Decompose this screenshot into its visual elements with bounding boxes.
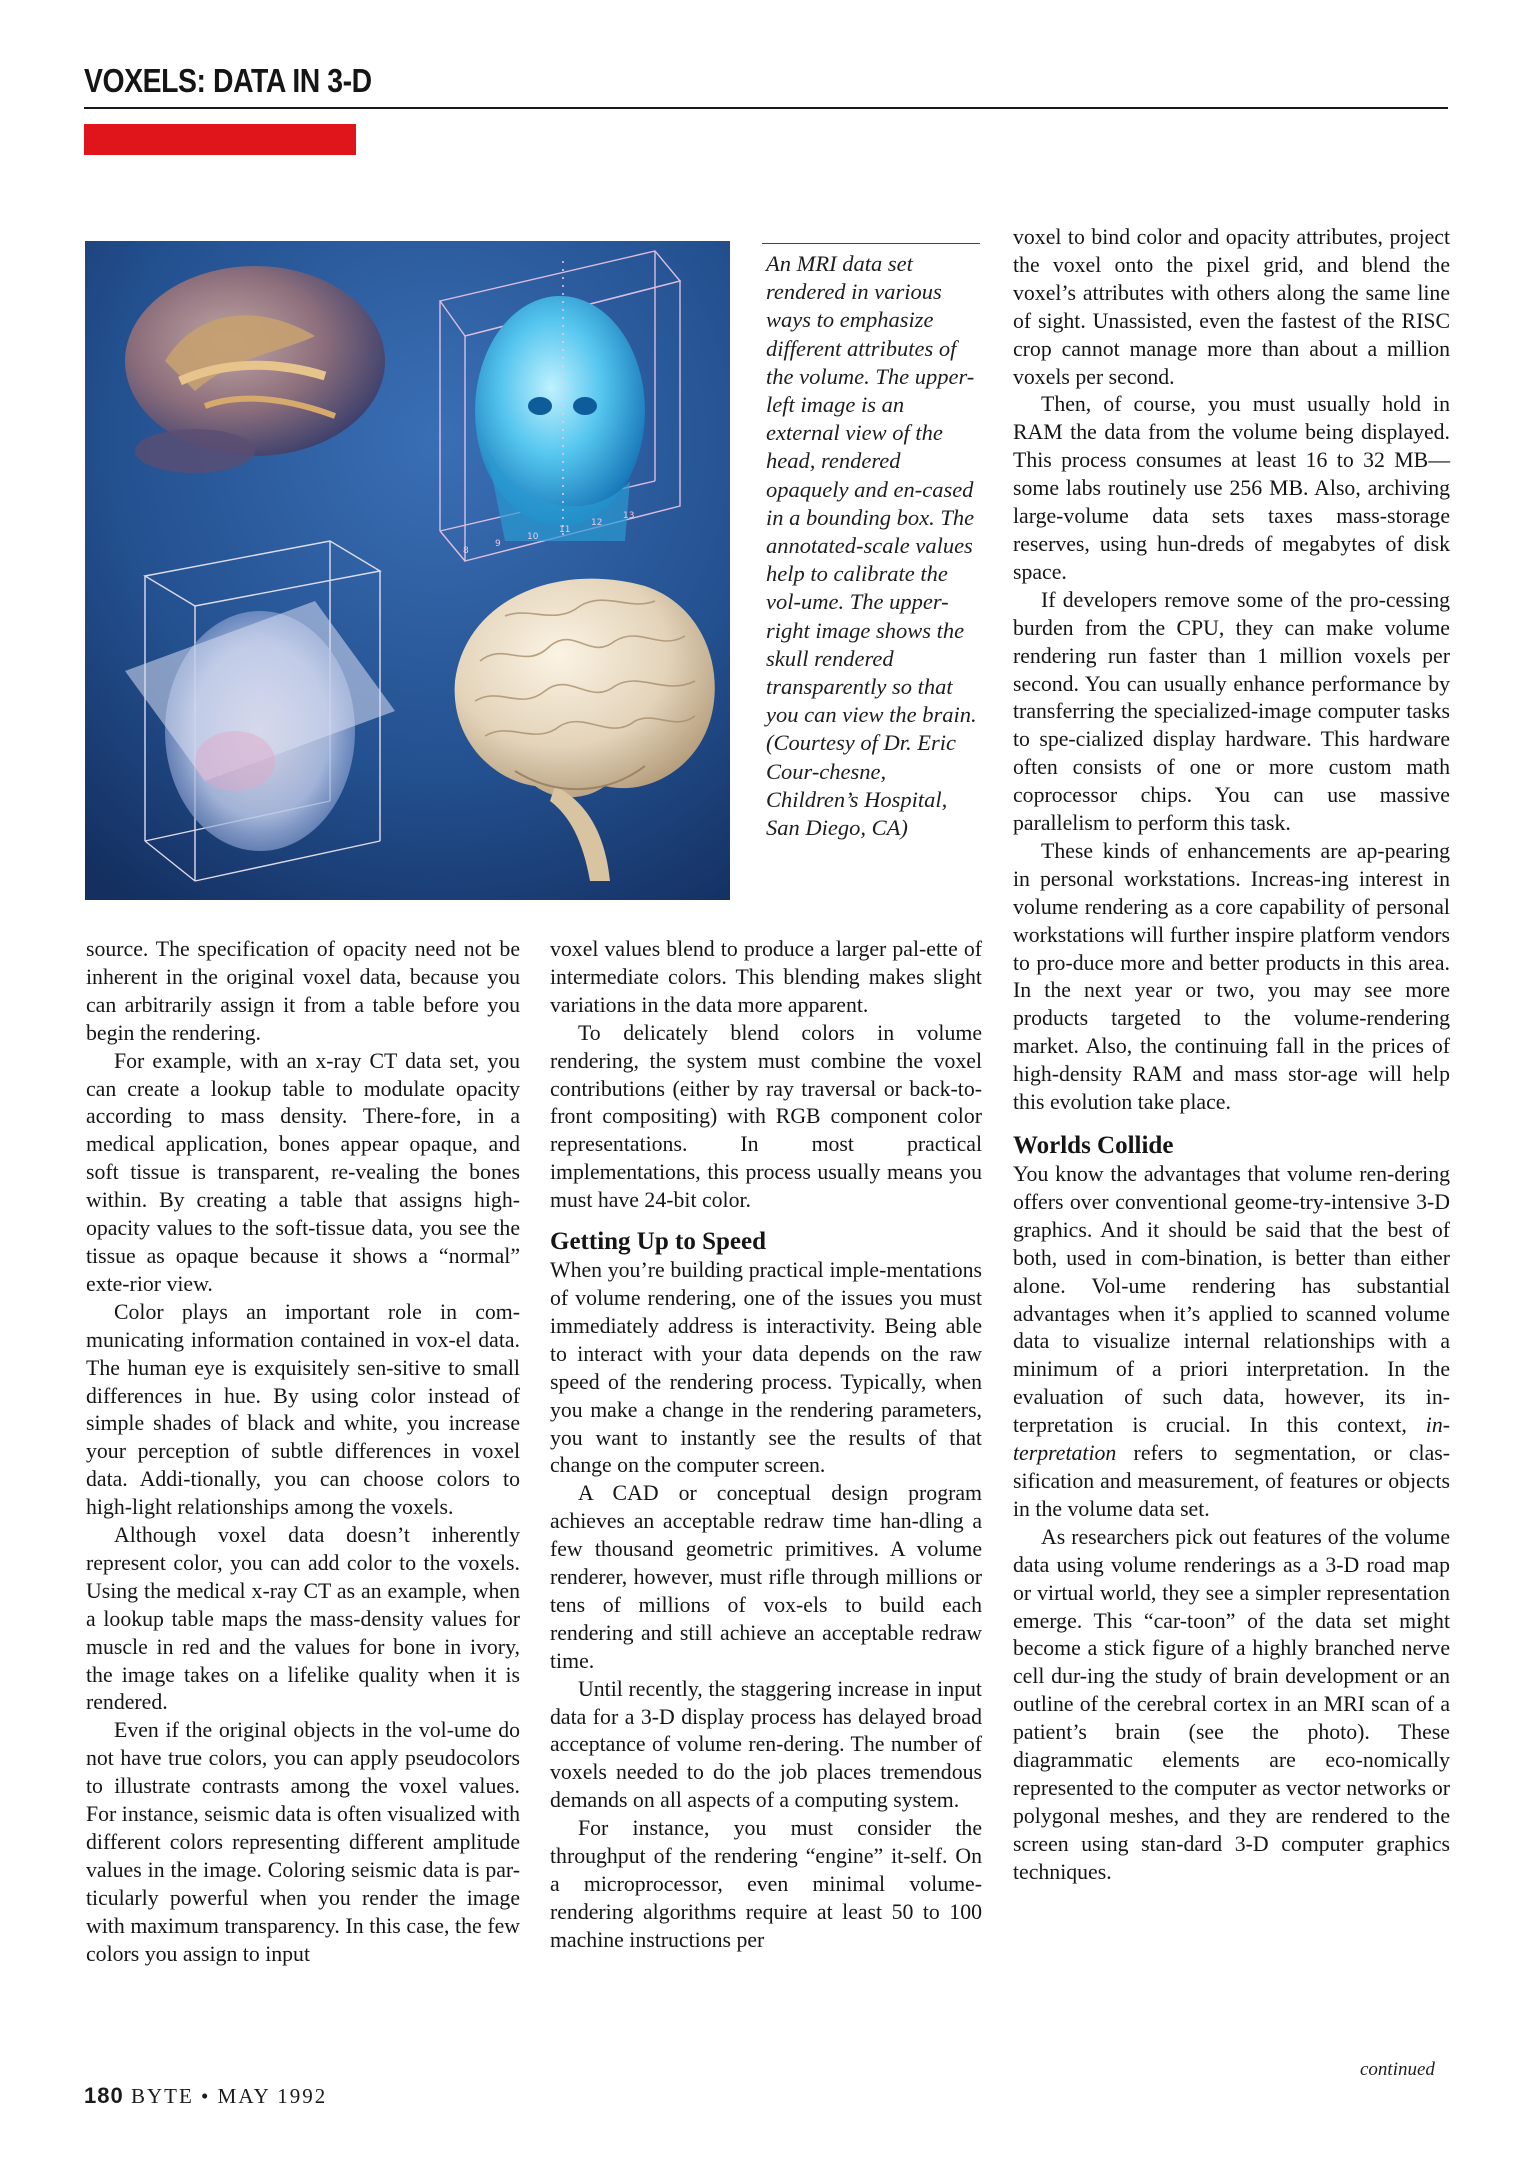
paragraph: Until recently, the staggering increase in input data for a 3-D display process has delayed broad acceptance of volume ren-dering. The number of voxels needed to do the job places tremendous demands on all aspects of a computing system.: [550, 1676, 982, 1813]
column-1: [86, 936, 520, 1969]
paragraph-text: You know the advantages that volume ren-dering offers over conventional geome-try-intensive 3-D graphics. And it should be said that the best of both, used in com-bination, is better than either alone. Vol-ume rendering has substantial advantages when it’s applied to scanned volume data to visualize internal relationships with a minimum of a priori interpretation. In the evaluation of such data, however, its in-terpretation is crucial. In this context,: [1013, 1162, 1450, 1438]
paragraph: If developers remove some of the pro-cessing burden from the CPU, they can make volume rendering run faster than 1 million voxels per second. You can usually enhance performance by transferring the specialized-image computer tasks to spe-cialized display hardware. This hardware often consists of one or more custom math coprocessor chips. You can use massive parallelism to perform this task.: [1013, 587, 1450, 836]
subheading-getting-up-to-speed: Getting Up to Speed: [550, 1228, 766, 1256]
figure-caption: An MRI data set rendered in various ways to emphasize different attributes of the volume. The upper-left image is an external view of the head, rendered opaquely and en-cased in a bounding box. The annotated-scale values help to calibrate the vol-ume. The upper-right image shows the skull rendered transparently so that you can view the brain. (Courtesy of Dr. Eric Cour-chesne, Children’s Hospital, San Diego, CA): [766, 251, 977, 841]
scale-label: 11: [559, 525, 571, 535]
scale-label: 13: [623, 511, 635, 521]
paragraph: Although voxel data doesn’t inherently represent color, you can add color to the voxels. Using the medical x-ray CT as an example, when a lookup table maps the mass-density values for muscle in red and the values for bone in ivory, the image takes on a lifelike quality when it is rendered.: [86, 1523, 520, 1715]
paragraph: voxel values blend to produce a larger pal-ette of intermediate colors. This blending makes slight variations in the data more apparent.: [550, 937, 982, 1017]
magazine-name: BYTE: [130, 2084, 194, 2108]
section-title: VOXELS: DATA IN 3-D: [84, 62, 372, 99]
continued-label: continued: [1360, 2059, 1435, 2080]
accent-bar: [84, 124, 356, 155]
footer-separator: •: [201, 2084, 211, 2108]
page-footer: [84, 2083, 327, 2109]
paragraph: Even if the original objects in the vol-ume do not have true colors, you can apply pseudocolors to illustrate contrasts among the voxel values. For instance, seismic data is often visualized with different colors representing different amplitude values in the image. Coloring seismic data is par-ticularly powerful when you render the image with maximum transparency. In this case, the few colors you assign to input: [86, 1718, 520, 1966]
paragraph: As researchers pick out features of the volume data using volume renderings as a 3-D road map or virtual world, they see a simpler representation emerge. This “car-toon” of the data set might become a stick figure of a highly branched nerve cell dur-ing the study of brain development or an outline of the cerebral cortex in an MRI scan of a patient’s brain (see the photo). These diagrammatic elements are eco-nomically represented to the computer as vector networks or polygonal meshes, and they are rendered to the screen using stan-dard 3-D computer graphics techniques.: [1013, 1524, 1450, 1884]
page-number: 180: [84, 2083, 124, 2108]
paragraph: For instance, you must consider the throughput of the rendering “engine” it-self. On a microprocessor, even minimal volume-rendering algorithms require at least 50 to 100 machine instructions per: [550, 1816, 982, 1952]
paragraph: A CAD or conceptual design program achieves an acceptable redraw time han-dling a few thousand geometric primitives. A volume renderer, however, must rifle through millions or tens of millions of vox-els to build each rendering and still achieve an acceptable redraw time.: [550, 1481, 982, 1673]
column-2: [550, 936, 982, 1955]
mri-figure: [85, 241, 730, 900]
paragraph: When you’re building practical imple-mentations of volume rendering, one of the issues you must immediately address is interactivity. Being able to interact with your data depends on the raw speed of the rendering process. Typically, when you make a change in the rendering parameters, you want to instantly see the results of that change on the computer screen.: [550, 1258, 982, 1478]
emphasis-term: in-terpretation: [1013, 1413, 1450, 1466]
paragraph: These kinds of enhancements are ap-pearing in personal workstations. Increas-ing interest in volume rendering as a core capability of personal workstations will further inspire platform vendors to pro-duce more and better products in this area. In the next year or two, you may see more products targeted to the volume-rendering market. Also, the continuing fall in the prices of high-density RAM and mass stor-age will help this evolution take place.: [1013, 838, 1450, 1115]
scale-label: 12: [591, 518, 603, 528]
paragraph-text: refers to segmentation, or clas-sification and measurement, of features or objects in the volume data set.: [1013, 1441, 1450, 1521]
paragraph: Color plays an important role in com-municating information contained in vox-el data. The human eye is exquisitely sen-sitive to small differences in hue. By using color instead of simple shades of black and white, you increase your perception of subtle differences in voxel data. Addi-tionally, you can choose colors to high-light relationships among the voxels.: [86, 1299, 520, 1520]
scale-label: 9: [495, 539, 501, 549]
mri-render-collage-icon: [85, 241, 730, 900]
paragraph: voxel to bind color and opacity attributes, project the voxel onto the pixel grid, and blend the voxel’s attributes with others along the same line of sight. Unassisted, even the fastest of the RISC crop cannot manage more than about a million voxels per second.: [1013, 225, 1450, 389]
paragraph: source. The specification of opacity need not be inherent in the original voxel data, because you can arbitrarily assign it from a table before you begin the rendering.: [86, 937, 520, 1045]
scale-label: 8: [463, 546, 469, 556]
column-3: [1013, 224, 1450, 1887]
paragraph: To delicately blend colors in volume rendering, the system must combine the voxel contributions (either by ray traversal or back-to-front compositing) with RGB component color representations. In most practical implementations, this process usually means you must have 24-bit color.: [550, 1020, 982, 1213]
scale-label: 10: [527, 532, 539, 542]
paragraph: Then, of course, you must usually hold in RAM the data from the volume being displayed. This process consumes at least 16 to 32 MB—some labs routinely use 256 MB. Also, archiving large-volume data sets taxes mass-storage reserves, using hun-dreds of megabytes of disk space.: [1013, 392, 1450, 584]
paragraph: [1013, 1161, 1450, 1524]
issue-date: MAY 1992: [217, 2084, 328, 2108]
caption-rule: [762, 243, 980, 244]
subheading-worlds-collide: Worlds Collide: [1013, 1132, 1174, 1159]
header-rule: [84, 107, 1448, 109]
paragraph: For example, with an x-ray CT data set, you can create a lookup table to modulate opacity according to mass density. There-fore, in a medical application, bones appear opaque, and soft tissue is transparent, re-vealing the bones within. By creating a table that assigns high-opacity values to the soft-tissue data, you see the tissue as opaque because it shows a “normal” exte-rior view.: [86, 1048, 520, 1296]
